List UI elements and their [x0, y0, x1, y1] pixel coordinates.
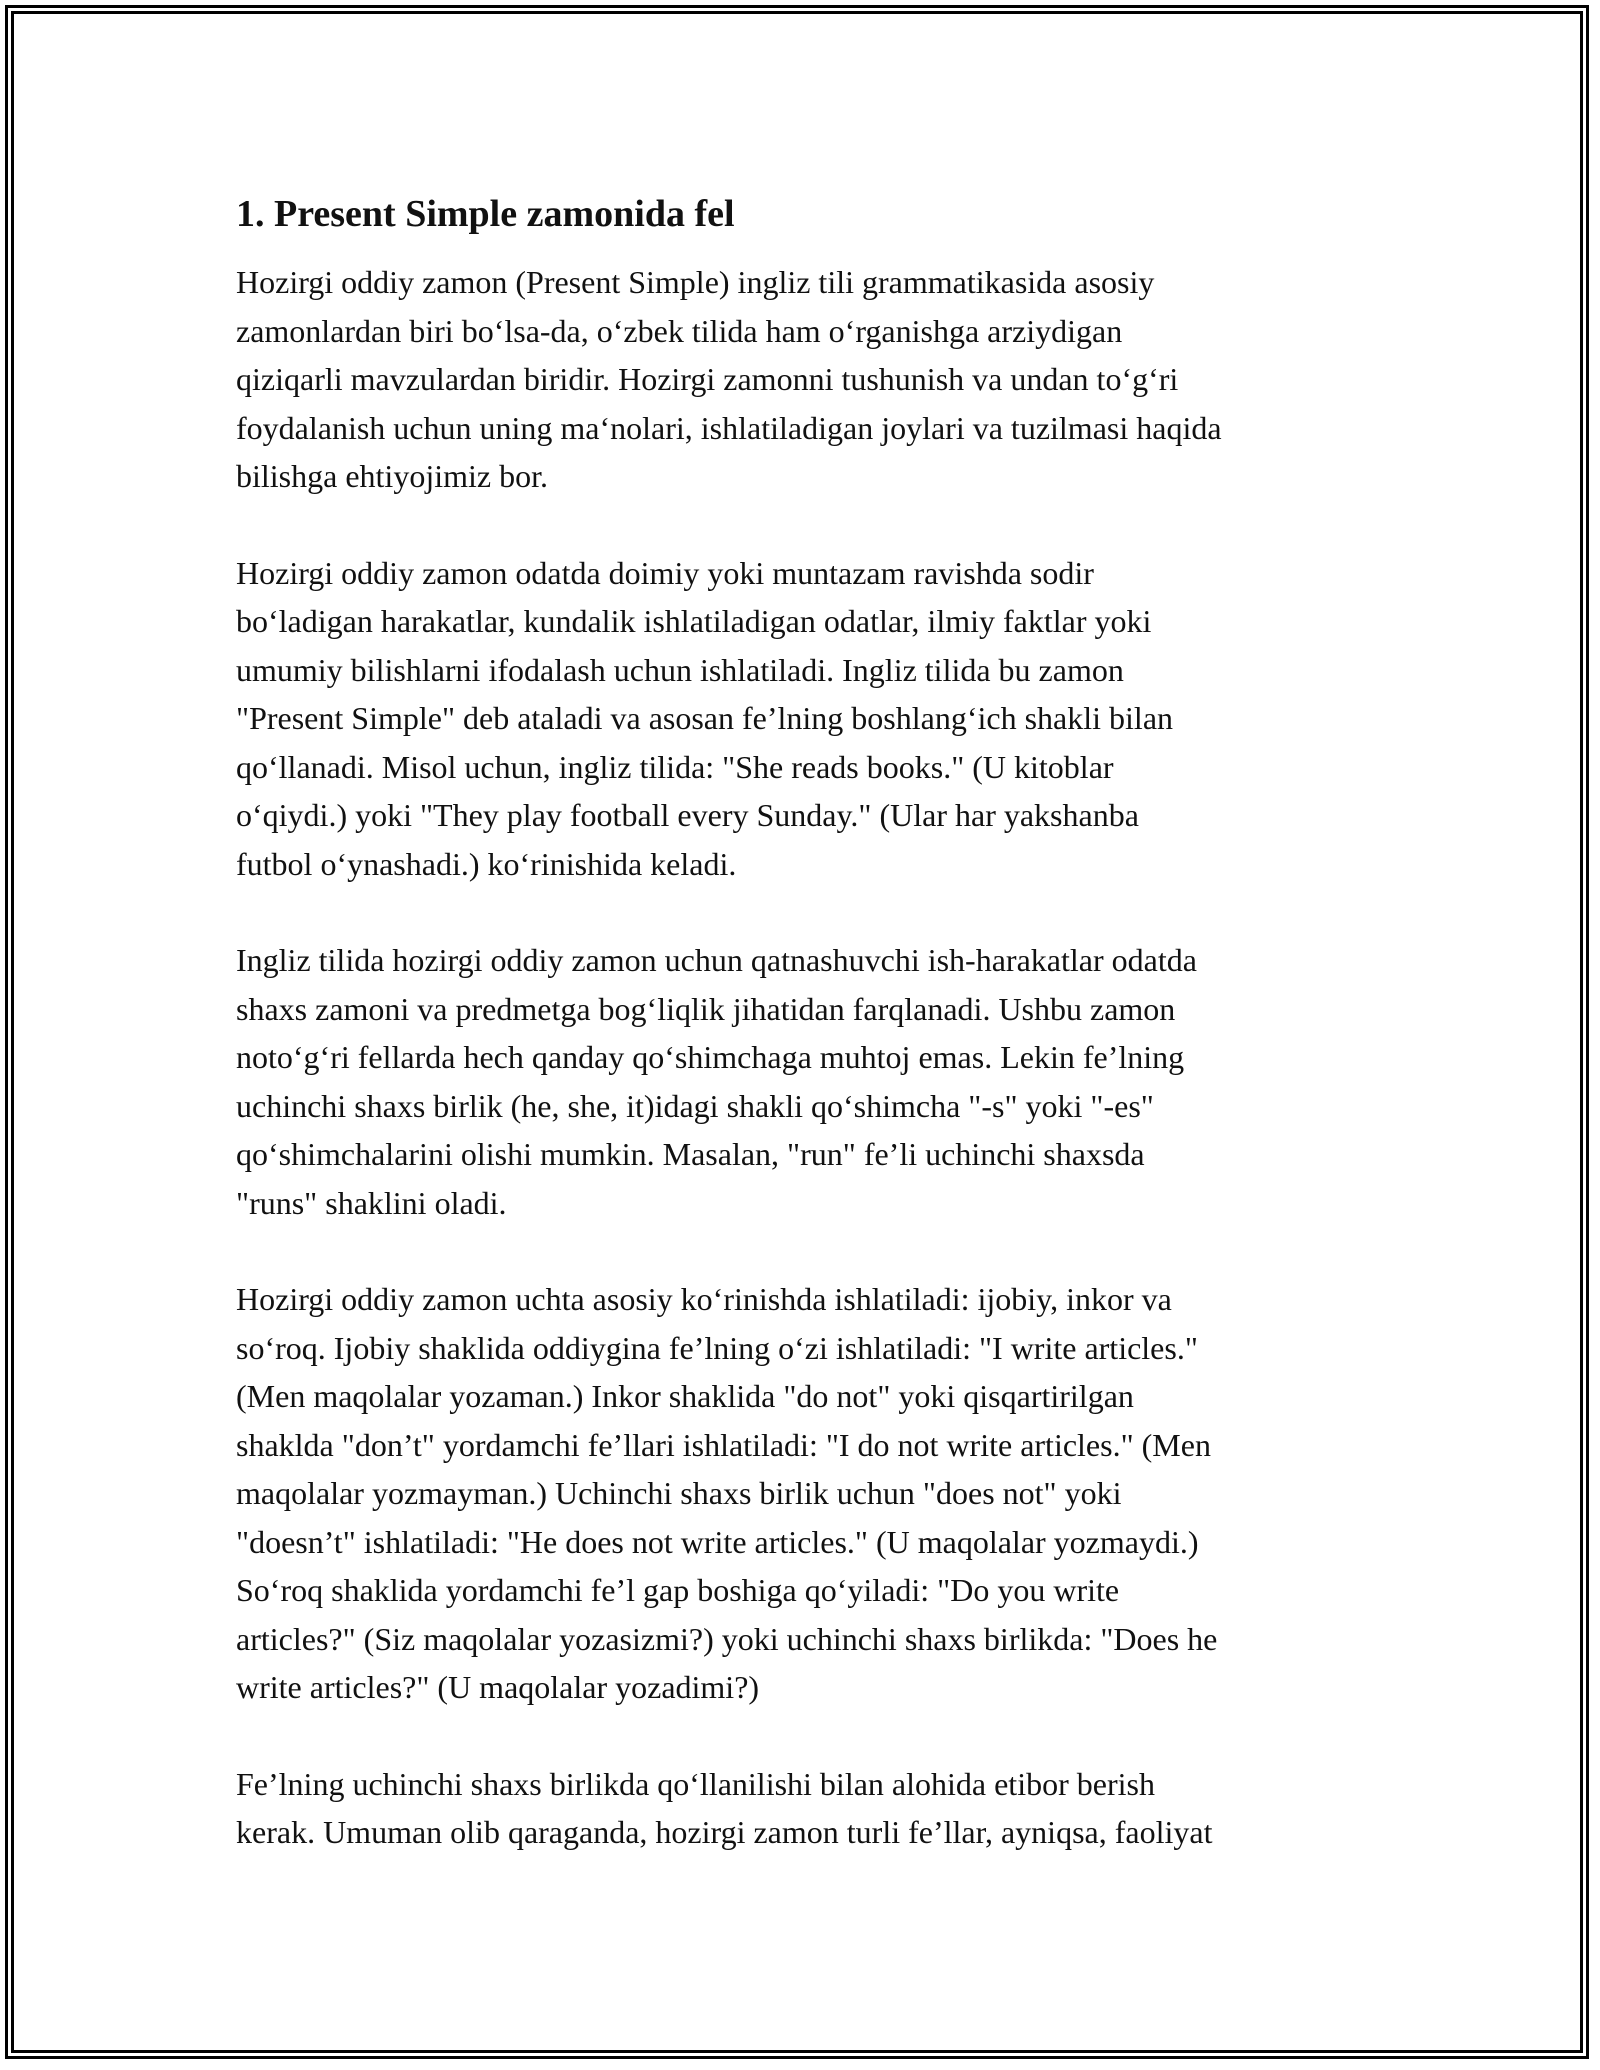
section-heading: 1. Present Simple zamonida fel [236, 193, 735, 235]
paragraph-intro: Hozirgi oddiy zamon (Present Simple) ingliz tili grammatikasida asosiy zamonlardan biri bo‘lsa-da, o‘zbek tilida ham o‘rganishga arziydigan qiziqarli mavzulardan biridir. Hozirgi zamonni tushunish va undan to‘g‘ri foydalanish uchun uning ma‘nolari, ishlatiladigan joylari va tuzilmasi haqida bilishga ehtiyojimiz bor. [236, 264, 1222, 494]
paragraph-third-person: Ingliz tilida hozirgi oddiy zamon uchun qatnashuvchi ish-harakatlar odatda shaxs zamoni va predmetga bog‘liqlik jihatidan farqlanadi. Ushbu zamon noto‘g‘ri fellarda hech qanday qo‘shimchaga muhtoj emas. Lekin fe’lning uchinchi shaxs birlik (he, she, it)idagi shakli qo‘shimcha "-s" yoki "-es" qo‘shimchalarini olishi mumkin. Masalan, "run" fe’li uchinchi shaxsda "runs" shaklini oladi. [236, 942, 1197, 1221]
paragraph-closing: Fe’lning uchinchi shaxs birlikda qo‘llanilishi bilan alohida etibor berish kerak. Umuman olib qaraganda, hozirgi zamon turli fe’llar, ayniqsa, faoliyat [236, 1765, 1213, 1850]
document-body [236, 188, 1386, 1905]
paragraph-forms: Hozirgi oddiy zamon uchta asosiy ko‘rinishda ishlatiladi: ijobiy, inkor va so‘roq. Ijobiy shaklida oddiygina fe’lning o‘zi ishlatiladi: "I write articles." (Men maqolalar yozaman.) Inkor shaklida "do not" yoki qisqartirilgan shaklda "don’t" yordamchi fe’llari ishlatiladi: "I do not write articles." (Men maqolalar yozmayman.) Uchinchi shaxs birlik uchun "does not" yoki "doesn’t" ishlatiladi: "He does not write articles." (U maqolalar yozmaydi.) So‘roq shaklida yordamchi fe’l gap boshiga qo‘yiladi: "Do you write articles?" (Siz maqolalar yozasizmi?) yoki uchinchi shaxs birlikda: "Does he write articles?" (U maqolalar yozadimi?) [236, 1281, 1218, 1705]
paragraph-usage: Hozirgi oddiy zamon odatda doimiy yoki muntazam ravishda sodir bo‘ladigan harakatlar, kundalik ishlatiladigan odatlar, ilmiy faktlar yoki umumiy bilishlarni ifodalash uchun ishlatiladi. Ingliz tilida bu zamon "Present Simple" deb ataladi va asosan fe’lning boshlang‘ich shakli bilan qo‘llanadi. Misol uchun, ingliz tilida: "She reads books." (U kitoblar o‘qiydi.) yoki "They play football every Sunday." (Ular har yakshanba futbol o‘ynashadi.) ko‘rinishida keladi. [236, 554, 1174, 882]
